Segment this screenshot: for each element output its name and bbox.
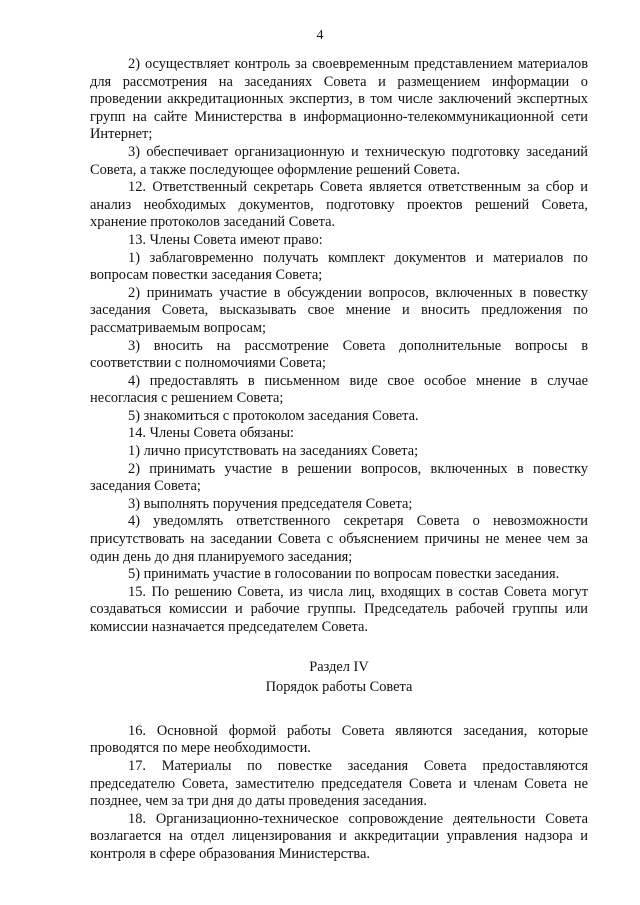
paragraph: 2) принимать участие в обсуждении вопросов, включенных в повестку заседания Совета, высказывать свое мнение и вносить предложения по рассматриваемым вопросам; xyxy=(90,284,588,336)
paragraph: 3) обеспечивает организационную и техническую подготовку заседаний Совета, а также последующее оформление решений Совета. xyxy=(90,143,588,178)
paragraph: 1) лично присутствовать на заседаниях Совета; xyxy=(128,443,419,460)
paragraph: 12. Ответственный секретарь Совета является ответственным за сбор и анализ необходимых документов, подготовку проектов решений Совета, хранение протоколов заседаний Совета. xyxy=(90,179,588,231)
paragraph: 3) вносить на рассмотрение Совета дополнительные вопросы в соответствии с полномочиями Совета; xyxy=(90,337,588,372)
paragraph: 5) знакомиться с протоколом заседания Совета. xyxy=(128,407,419,424)
paragraph: 13. Члены Совета имеют право: xyxy=(128,231,323,248)
section-title: Порядок работы Совета xyxy=(265,679,413,696)
paragraph: 15. По решению Совета, из числа лиц, входящих в состав Совета могут создаваться комиссии и рабочие группы. Председатель рабочей группы или комиссии назначается председателем Совета. xyxy=(90,583,588,635)
paragraph: 3) выполнять поручения председателя Совета; xyxy=(128,495,413,512)
page-number: 4 xyxy=(316,28,324,43)
document-body xyxy=(90,56,588,864)
paragraph: 1) заблаговременно получать комплект документов и материалов по вопросам повестки заседания Совета; xyxy=(90,249,588,284)
paragraph: 2) принимать участие в решении вопросов, включенных в повестку заседания Совета; xyxy=(90,460,588,495)
paragraph: 17. Материалы по повестке заседания Совета предоставляются председателю Совета, заместителю председателя Совета и членам Совета не позднее, чем за три дня до даты проведения заседания. xyxy=(90,757,588,810)
paragraph: 5) принимать участие в голосовании по вопросам повестки заседания. xyxy=(128,566,560,583)
section-number: Раздел IV xyxy=(309,658,369,675)
paragraph: 4) уведомлять ответственного секретаря Совета о невозможности присутствовать на заседании Совета с объяснением причины не менее чем за один день до дня планируемого заседания; xyxy=(90,513,588,565)
paragraph: 14. Члены Совета обязаны: xyxy=(128,425,295,442)
paragraph: 2) осуществляет контроль за своевременным представлением материалов для рассмотрения на заседаниях Совета и размещением информации о проведении аккредитационных экспертиз, в том числе заключений экспертных групп на сайте Министерства в информационно-телекоммуникационной сети Интернет; xyxy=(90,56,588,143)
paragraph: 16. Основной формой работы Совета являются заседания, которые проводятся по мере необходимости. xyxy=(90,722,588,757)
paragraph: 4) предоставлять в письменном виде свое особое мнение в случае несогласия с решением Совета; xyxy=(90,372,588,407)
paragraph: 18. Организационно-техническое сопровождение деятельности Совета возлагается на отдел лицензирования и аккредитации управления надзора и контроля в сфере образования Министерства. xyxy=(90,810,588,862)
